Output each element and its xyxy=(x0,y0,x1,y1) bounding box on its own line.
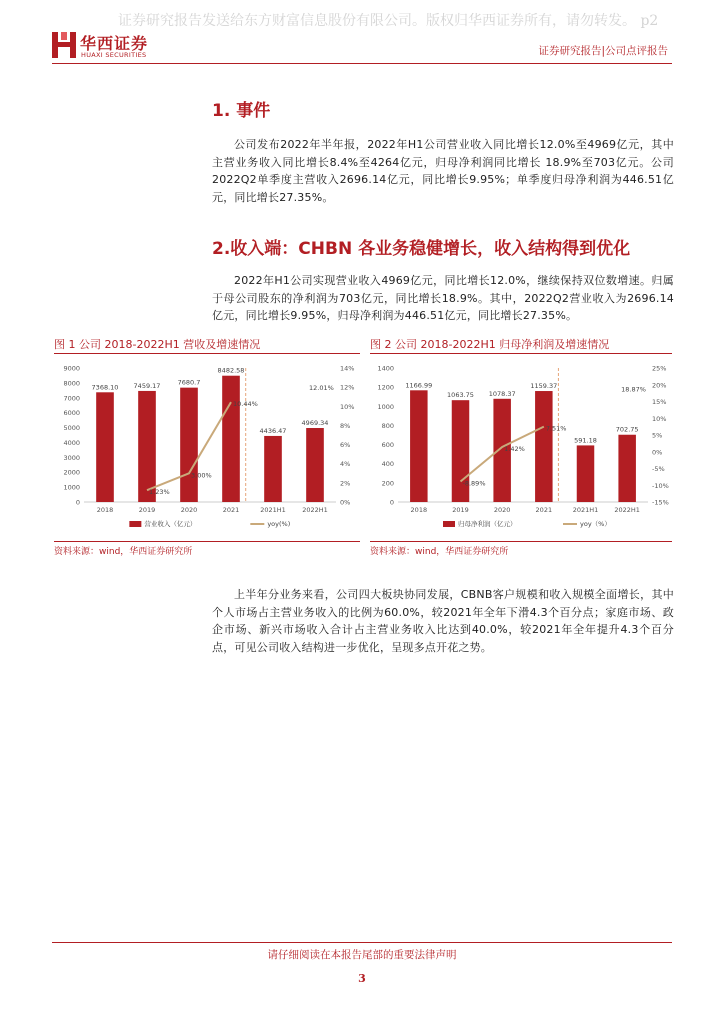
y-tick-label: 7000 xyxy=(63,394,80,403)
bar-value-label: 7680.7 xyxy=(177,378,201,387)
y2-tick-label: 14% xyxy=(340,364,355,373)
legend-bar-label: 归母净利润（亿元） xyxy=(458,520,517,528)
y2-tick-label: 15% xyxy=(652,398,667,406)
legend-bar-swatch xyxy=(129,521,141,527)
section-1-paragraph: 公司发布2022年半年报，2022年H1公司营业收入同比增长12.0%至4969亿元，其中主营业务收入同比增长8.4%至4264亿元，归母净利润同比增长 18.9%至703亿元。公司2022Q2单季度主营收入2696.14亿元，同比增长9.95%；单季度归母净利润为446.51亿元，同比增长27.35%。 xyxy=(212,138,674,204)
y2-tick-label: 0% xyxy=(652,448,663,457)
x-tick-label: 2018 xyxy=(96,506,114,514)
report-type-label: 证券研究报告|公司点评报告 xyxy=(538,45,668,57)
section-2-title: 2.收入端：CHBN 各业务稳健增长，收入结构得到优化 xyxy=(212,239,631,259)
footer-notice: 请仔细阅读在本报告尾部的重要法律声明 xyxy=(267,949,457,961)
y2-tick-label: -5% xyxy=(652,465,665,473)
figure-1-source: 资料来源：wind，华西证券研究所 xyxy=(54,547,193,557)
x-tick-label: 2021H1 xyxy=(572,506,599,514)
y-tick-label: 1000 xyxy=(63,483,80,492)
bar-value-label: 8482.58 xyxy=(217,366,245,375)
y-tick-label: 8000 xyxy=(63,379,80,388)
section-1-title: 1. 事件 xyxy=(212,101,271,121)
y2-tick-label: 10% xyxy=(340,402,355,411)
bar-value-label: 702.75 xyxy=(615,425,639,434)
y2-tick-label: 6% xyxy=(340,441,351,450)
yoy-value-label: 1.42% xyxy=(504,444,525,453)
legend-bar-swatch xyxy=(443,521,455,527)
bar-value-label: 7459.17 xyxy=(133,381,161,390)
bar xyxy=(180,388,198,502)
y-tick-label: 5000 xyxy=(63,424,80,433)
figure-1-bottom-rule xyxy=(54,541,360,542)
y2-tick-label: 2% xyxy=(340,479,351,488)
legend-bar-label: 营业收入（亿元） xyxy=(144,520,197,528)
y2-tick-label: 0% xyxy=(340,498,351,507)
bar-value-label: 4969.34 xyxy=(301,419,329,428)
bar xyxy=(222,376,240,502)
legend-line-label: yoy(%) xyxy=(267,520,291,528)
logo-text-cn: 华西证券 xyxy=(80,34,149,53)
y2-tick-label: 12% xyxy=(340,383,355,392)
y2-tick-label: 10% xyxy=(652,414,667,423)
x-tick-label: 2021 xyxy=(535,506,553,514)
y-tick-label: 600 xyxy=(381,441,394,450)
y2-tick-label: 5% xyxy=(652,431,663,440)
y-tick-label: 1400 xyxy=(377,364,394,373)
bar xyxy=(618,435,636,502)
header-divider xyxy=(52,63,672,64)
y2-tick-label: 25% xyxy=(652,364,667,373)
bar-value-label: 7368.10 xyxy=(91,383,119,392)
x-tick-label: 2020 xyxy=(180,506,198,514)
figure-1-top-rule xyxy=(54,353,360,354)
bar xyxy=(138,391,156,502)
yoy-value-label: 1.23% xyxy=(149,488,170,497)
y-tick-label: 1200 xyxy=(377,383,394,392)
x-tick-label: 2018 xyxy=(410,506,428,514)
bar-value-label: 1063.75 xyxy=(447,391,474,400)
y-tick-label: 400 xyxy=(381,460,394,469)
x-tick-label: 2022H1 xyxy=(614,506,640,514)
y2-tick-label: 20% xyxy=(652,381,667,390)
y-tick-label: 9000 xyxy=(63,364,80,373)
bar-value-label: 1166.99 xyxy=(405,381,433,390)
bar xyxy=(306,428,324,502)
bar-value-label: 4436.47 xyxy=(259,426,287,435)
yoy-value-label: 12.01% xyxy=(309,384,334,393)
figure-2-top-rule xyxy=(370,353,672,354)
bar-value-label: 1159.37 xyxy=(530,382,558,391)
section-2-paragraph-1: 2022年H1公司实现营业收入4969亿元，同比增长12.0%，继续保持双位数增速。归属于母公司股东的净利润为703亿元，同比增长18.9%。其中，2022Q2营业收入为2696.14亿元，同比增长9.95%，归母净利润为446.51亿元，同比增长27.35%。 xyxy=(212,274,674,322)
x-tick-label: 2019 xyxy=(452,506,469,514)
x-tick-label: 2020 xyxy=(493,506,511,514)
y-tick-label: 2000 xyxy=(63,468,80,477)
bar xyxy=(535,391,553,502)
x-tick-label: 2021 xyxy=(222,506,240,514)
y2-tick-label: -10% xyxy=(652,481,669,490)
y-tick-label: 800 xyxy=(381,421,394,430)
bar xyxy=(96,392,114,502)
y-tick-label: 0 xyxy=(75,498,80,507)
x-tick-label: 2022H1 xyxy=(302,506,328,514)
figure-2-chart xyxy=(370,356,672,540)
y-tick-label: 0 xyxy=(389,498,394,507)
x-tick-label: 2019 xyxy=(138,506,156,514)
yoy-value-label: 18.87% xyxy=(621,385,646,394)
bar-value-label: 1078.37 xyxy=(488,389,516,398)
figure-2-title: 图 2 公司 2018-2022H1 归母净利润及增速情况 xyxy=(370,338,610,351)
y-tick-label: 3000 xyxy=(63,453,80,462)
figure-2-bottom-rule xyxy=(370,541,672,542)
yoy-value-label: 10.44% xyxy=(233,400,258,409)
figure-1-title: 图 1 公司 2018-2022H1 营收及增速情况 xyxy=(54,338,261,351)
section-2-paragraph-2: 上半年分业务来看，公司四大板块协同发展，CBNB客户规模和收入规模全面增长，其中个人市场占主营业务收入的比例为60.0%，较2021年全年下滑4.3个百分点；家庭市场、政企市场、新兴市场收入合计占主营业务收入比达到40.0%，较2021年全年提升4.3个百分点，可见公司收入结构进一步优化，呈现多点开花之势。 xyxy=(212,588,674,654)
yoy-value-label: 3.00% xyxy=(191,471,212,480)
yoy-value-label: -8.89% xyxy=(462,479,486,488)
page-number: 3 xyxy=(358,972,366,985)
y-tick-label: 200 xyxy=(381,479,394,488)
y-tick-label: 4000 xyxy=(63,438,80,447)
figure-1-chart xyxy=(54,356,360,540)
yoy-value-label: 7.51% xyxy=(545,424,567,433)
figure-2-source: 资料来源：wind，华西证券研究所 xyxy=(370,547,509,557)
y2-tick-label: -15% xyxy=(652,498,669,507)
footer-divider xyxy=(52,942,672,943)
y-tick-label: 1000 xyxy=(377,402,394,411)
watermark: 证券研究报告发送给东方财富信息股份有限公司。版权归华西证券所有，请勿转发。 p2 xyxy=(118,13,659,29)
huaxi-logo-icon xyxy=(52,32,76,58)
bar-value-label: 591.18 xyxy=(574,436,597,445)
x-tick-label: 2021H1 xyxy=(260,506,286,514)
y-tick-label: 6000 xyxy=(63,409,80,418)
bar xyxy=(264,436,282,502)
bar xyxy=(410,390,428,502)
y2-tick-label: 8% xyxy=(340,421,351,430)
y2-tick-label: 4% xyxy=(340,460,351,469)
logo-text-en: HUAXI SECURITIES xyxy=(81,51,147,59)
bar xyxy=(577,445,595,502)
legend-line-label: yoy（%） xyxy=(580,520,611,528)
